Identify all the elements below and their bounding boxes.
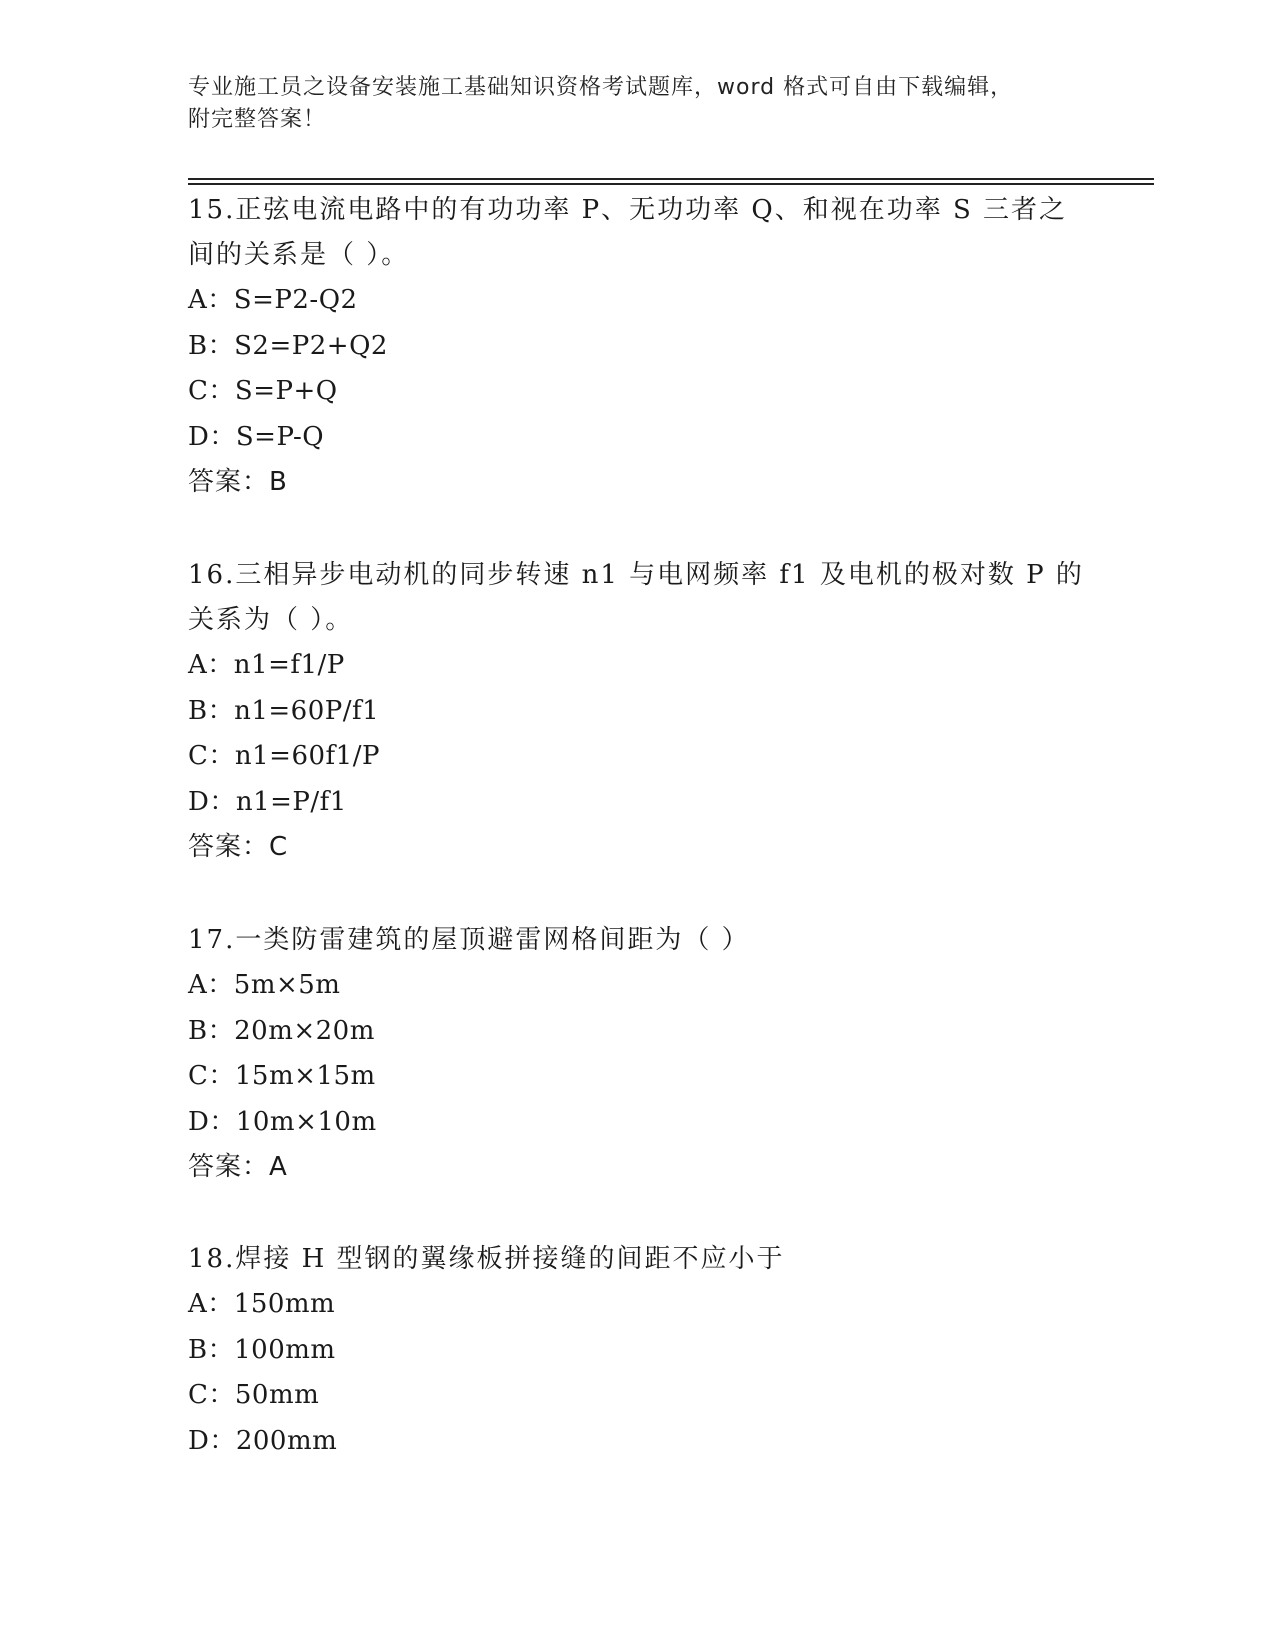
question-17 xyxy=(188,918,1088,1189)
option-b: B：n1=60P/f1 xyxy=(188,695,380,726)
option-d: D：10m×10m xyxy=(188,1106,377,1137)
question-stem: 15.正弦电流电路中的有功功率 P、无功功率 Q、和视在功率 S 三者之 xyxy=(188,195,1068,225)
answer: 答案：A xyxy=(188,1152,288,1182)
option-a: A：150mm xyxy=(188,1289,336,1319)
option-c: C：15m×15m xyxy=(188,1061,376,1091)
document-header xyxy=(188,72,1068,136)
option-a: A：n1=f1/P xyxy=(188,650,345,680)
header-line-1: 专业施工员之设备安装施工基础知识资格考试题库，word 格式可自由下载编辑， xyxy=(188,75,1014,100)
option-c: C：n1=60f1/P xyxy=(188,741,380,771)
option-c: C：S=P+Q xyxy=(188,376,338,406)
option-d: D：n1=P/f1 xyxy=(188,786,347,817)
question-15 xyxy=(188,188,1088,504)
question-stem: 18.焊接 H 型钢的翼缘板拼接缝的间距不应小于 xyxy=(188,1244,785,1274)
header-line-2: 附完整答案！ xyxy=(188,107,327,132)
answer: 答案：B xyxy=(188,467,288,497)
header-divider-bottom xyxy=(188,183,1154,185)
question-stem-continued: 关系为（ ）。 xyxy=(188,605,354,635)
option-a: A：S=P2-Q2 xyxy=(188,285,358,315)
answer: 答案：C xyxy=(188,832,289,862)
question-stem: 16.三相异步电动机的同步转速 n1 与电网频率 f1 及电机的极对数 P 的 xyxy=(188,560,1084,590)
option-c: C：50mm xyxy=(188,1380,320,1410)
option-b: B：S2=P2+Q2 xyxy=(188,330,388,361)
question-stem-continued: 间的关系是（ ）。 xyxy=(188,240,410,270)
question-stem: 17.一类防雷建筑的屋顶避雷网格间距为（ ） xyxy=(188,925,750,955)
option-b: B：20m×20m xyxy=(188,1015,375,1046)
option-a: A：5m×5m xyxy=(188,970,341,1000)
header-divider-top xyxy=(188,178,1154,180)
question-16 xyxy=(188,553,1088,869)
option-b: B：100mm xyxy=(188,1334,336,1365)
question-18 xyxy=(188,1237,1088,1464)
option-d: D：S=P-Q xyxy=(188,421,325,452)
option-d: D：200mm xyxy=(188,1425,338,1456)
